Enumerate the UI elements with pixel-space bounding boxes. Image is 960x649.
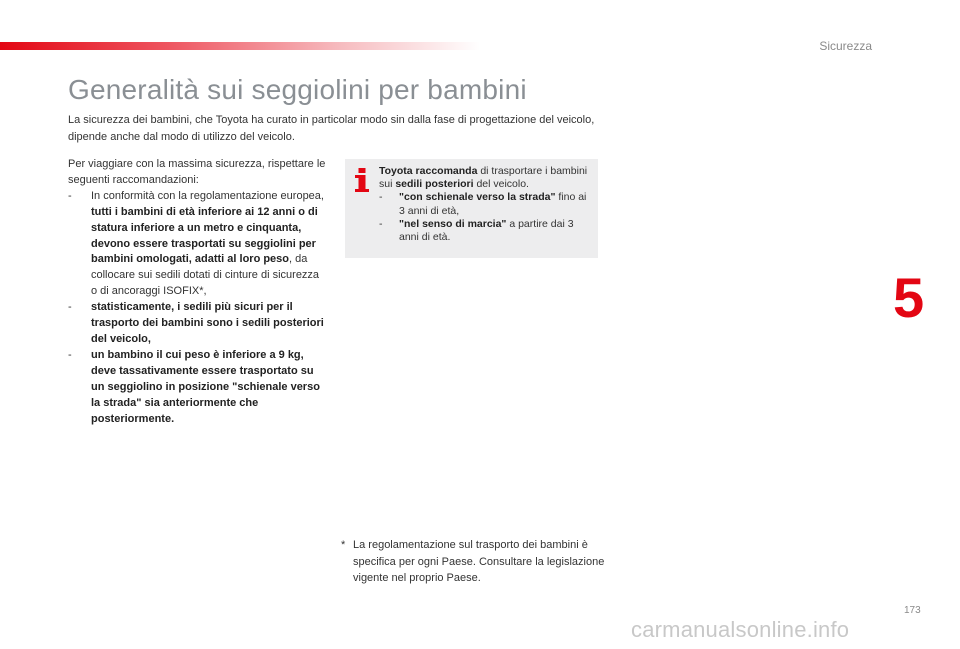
list-dash: - xyxy=(68,189,72,202)
info-bold: Toyota raccomanda xyxy=(379,165,478,177)
watermark: carmanualsonline.info xyxy=(631,617,850,642)
info-plain: fino ai 3 anni di età, xyxy=(399,191,587,217)
list-item-text xyxy=(91,189,328,300)
info-list-item xyxy=(379,191,594,217)
info-box-text xyxy=(379,165,594,244)
info-box-lead xyxy=(379,165,594,191)
info-bold: "con schienale verso la strada" xyxy=(399,191,556,204)
list-item xyxy=(68,300,328,348)
footnote-marker: * xyxy=(341,539,346,551)
list-dash: - xyxy=(379,191,383,204)
page-number: 173 xyxy=(904,605,921,616)
info-plain: a partire dai 3 anni di età. xyxy=(399,217,574,244)
info-plain: di trasportare i bambini sui xyxy=(379,165,588,191)
list-item xyxy=(68,189,328,300)
footnote xyxy=(341,537,611,587)
list-item xyxy=(68,348,328,428)
page-title: Generalità sui seggiolini per bambini xyxy=(68,74,527,105)
info-box xyxy=(345,159,598,258)
header-accent-bar xyxy=(0,42,480,50)
list-item-text xyxy=(91,300,328,348)
list-dash: - xyxy=(379,217,383,230)
info-list-item-text xyxy=(399,191,594,217)
recommendations-lead: Per viaggiare con la massima sicurezza, rispettare le seguenti raccomandazioni: xyxy=(68,158,326,186)
list-item-text-bold: un bambino il cui peso è inferiore a 9 kg, deve tassativamente essere trasportato su un seggiolino in posizione "schienale verso la strada" sia anteriormente che posteriormente. xyxy=(91,348,320,425)
list-dash: - xyxy=(68,348,72,361)
list-item-text-plain: , da collocare sui sedili dotati di cinture di sicurezza o di ancoraggi ISOFIX*, xyxy=(91,253,320,298)
recommendations-column xyxy=(68,157,328,427)
list-dash: - xyxy=(68,301,72,314)
section-name: Sicurezza xyxy=(819,39,872,53)
list-item-text xyxy=(91,348,328,428)
list-item-text-bold: tutti i bambini di età inferiore ai 12 anni o di statura inferiore a un metro e cinquanta, devono essere trasportati su seggiolini per bambini omologati, adatti al loro peso xyxy=(91,205,318,266)
info-bold: sedili posteriori xyxy=(395,178,474,191)
info-list-item-text xyxy=(399,218,594,244)
info-list-item xyxy=(379,218,594,244)
info-plain: del veicolo. xyxy=(473,178,529,191)
info-bold: "nel senso di marcia" xyxy=(399,217,507,230)
chapter-number: 5 xyxy=(893,266,925,329)
list-item-text-bold: statisticamente, i sedili più sicuri per il trasporto dei bambini sono i sedili posteriori del veicolo, xyxy=(91,301,324,345)
intro-paragraph: La sicurezza dei bambini, che Toyota ha curato in particolar modo sin dalla fase di progettazione del veicolo, dipende anche dal modo di utilizzo del veicolo. xyxy=(68,114,595,143)
info-icon xyxy=(352,168,372,192)
list-item-text-plain: In conformità con la regolamentazione europea, xyxy=(91,189,324,202)
footnote-text: La regolamentazione sul trasporto dei bambini è specifica per ogni Paese. Consultare la legislazione vigente nel proprio Paese. xyxy=(353,539,605,584)
